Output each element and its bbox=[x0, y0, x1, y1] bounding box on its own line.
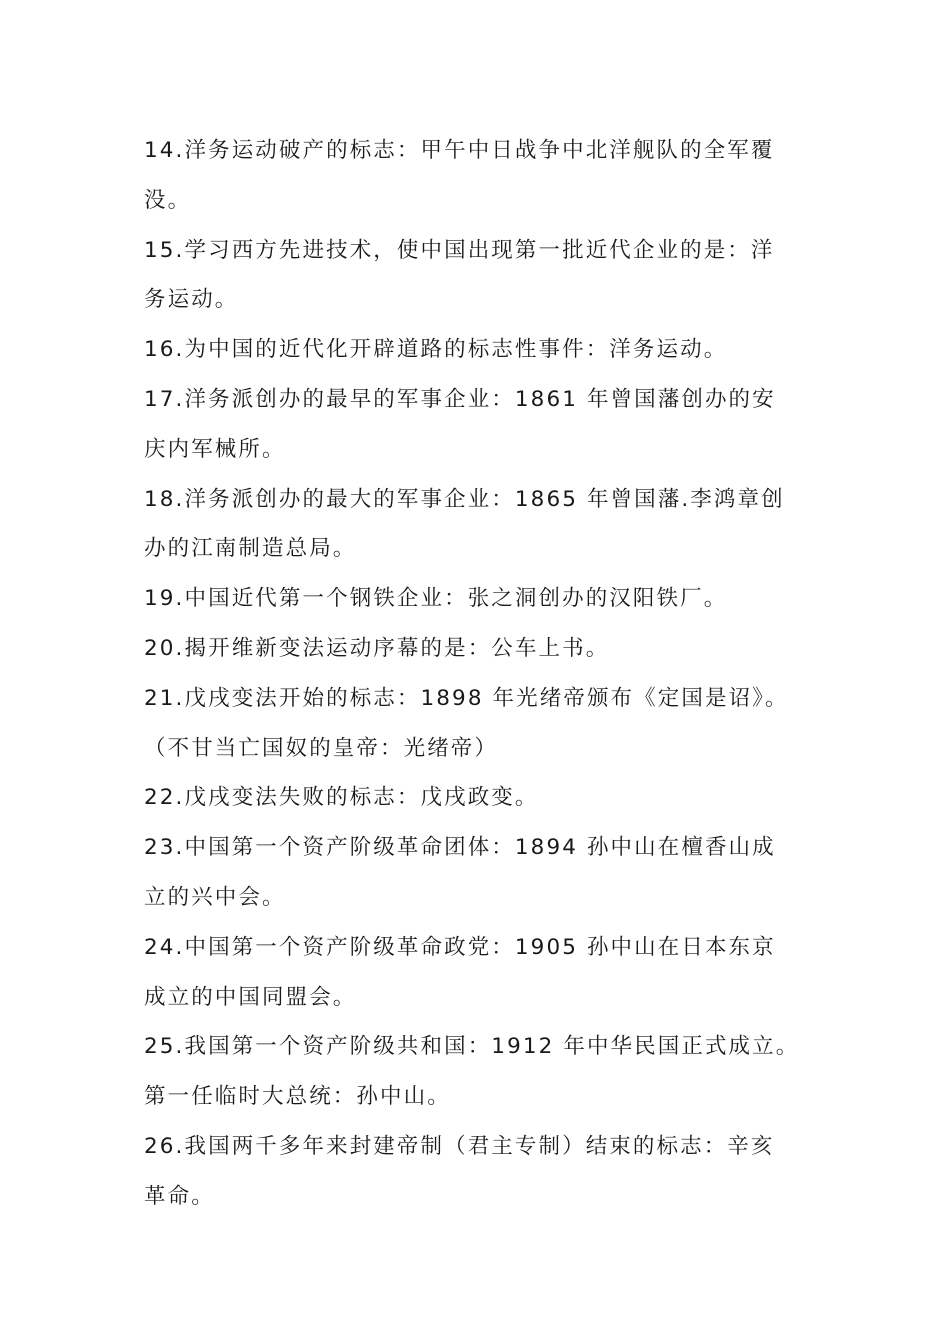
text-line: 24.中国第一个资产阶级革命政党：1905 孙中山在日本东京 bbox=[144, 934, 776, 960]
text-line: 办的江南制造总局。 bbox=[144, 536, 357, 562]
text-line: 26.我国两千多年来封建帝制（君主专制）结束的标志：辛亥 bbox=[144, 1133, 775, 1159]
document-body bbox=[144, 126, 824, 1222]
text-line: 25.我国第一个资产阶级共和国：1912 年中华民国正式成立。 bbox=[144, 1034, 800, 1060]
text-line: 18.洋务派创办的最大的军事企业：1865 年曾国藩.李鸿章创 bbox=[144, 486, 785, 512]
text-line: 庆内军械所。 bbox=[144, 436, 286, 462]
text-line: 革命。 bbox=[144, 1183, 215, 1209]
text-line: 19.中国近代第一个钢铁企业：张之洞创办的汉阳铁厂。 bbox=[144, 586, 728, 612]
text-line: 15.学习西方先进技术，使中国出现第一批近代企业的是：洋 bbox=[144, 237, 775, 263]
text-line: 23.中国第一个资产阶级革命团体：1894 孙中山在檀香山成 bbox=[144, 835, 776, 861]
text-line: 17.洋务派创办的最早的军事企业：1861 年曾国藩创办的安 bbox=[144, 386, 776, 412]
text-line: 立的兴中会。 bbox=[144, 884, 286, 910]
text-line: 没。 bbox=[144, 187, 192, 213]
text-line: 21.戊戌变法开始的标志：1898 年光绪帝颁布《定国是诏》。 bbox=[144, 685, 789, 711]
text-line: 14.洋务运动破产的标志：甲午中日战争中北洋舰队的全军覆 bbox=[144, 138, 775, 163]
text-line: 16.为中国的近代化开辟道路的标志性事件：洋务运动。 bbox=[144, 337, 728, 363]
text-line: 务运动。 bbox=[144, 287, 239, 313]
text-line: 22.戊戌变法失败的标志：戊戌政变。 bbox=[144, 785, 539, 811]
text-line: 第一任临时大总统：孙中山。 bbox=[144, 1084, 451, 1110]
text-line: 20.揭开维新变法运动序幕的是：公车上书。 bbox=[144, 635, 610, 661]
text-line: 成立的中国同盟会。 bbox=[144, 984, 357, 1010]
text-line: （不甘当亡国奴的皇帝：光绪帝） bbox=[144, 735, 499, 761]
